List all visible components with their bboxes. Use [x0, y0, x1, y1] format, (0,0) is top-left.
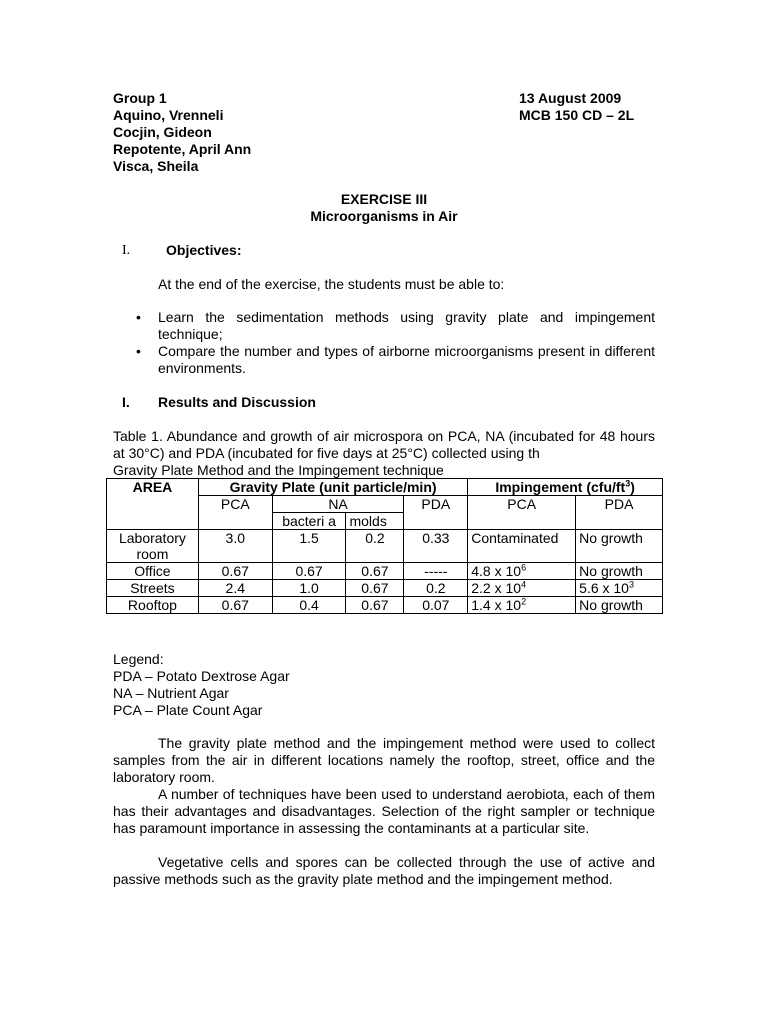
group-name: Group 1 — [113, 90, 167, 106]
objectives-heading: Objectives: — [166, 242, 242, 258]
member-name: Visca, Sheila — [113, 158, 199, 174]
objectives-intro: At the end of the exercise, the students must be able to: — [158, 276, 505, 292]
header-bacteria: bacteri a — [272, 513, 346, 530]
table-row: Rooftop 0.67 0.4 0.67 0.07 1.4 x $10^2$ No growth — [107, 597, 663, 614]
list-item: • Compare the number and types of airborne microorganisms present in different environments. — [136, 343, 655, 376]
list-item: • Learn the sedimentation methods using gravity plate and impingement technique; — [136, 309, 655, 342]
legend-item: NA – Nutrient Agar — [113, 685, 229, 701]
header-molds: molds — [346, 513, 404, 530]
document-date: 13 August 2009 — [519, 90, 622, 106]
paragraph: A number of techniques have been used to understand aerobiota, each of them has their advantages and disadvantages. Selection of the right sampler or technique has paramount importance in assessing the contaminants at a particular site. — [113, 786, 655, 836]
header-area: AREA — [107, 479, 199, 530]
objectives-list — [136, 309, 655, 377]
legend — [113, 651, 290, 719]
table-caption: Table 1. Abundance and growth of air microspora on PCA, NA (incubated for 48 hours at 30°C) and PDA (incubated for five days at 25°C) collected using th Gravity Plate Method and the Impingement technique — [113, 428, 655, 478]
header-pca: PCA — [198, 496, 272, 530]
legend-item: PCA – Plate Count Agar — [113, 702, 263, 718]
header-imp-pca: PCA — [468, 496, 576, 530]
header-gravity-plate: Gravity Plate (unit particle/min) — [198, 479, 467, 496]
exercise-title: EXERCISE III — [340, 191, 428, 207]
exercise-subtitle: Microorganisms in Air — [310, 208, 458, 224]
legend-item: PDA – Potato Dextrose Agar — [113, 668, 290, 684]
header-info — [519, 90, 634, 124]
member-name: Repotente, April Ann — [113, 141, 252, 157]
section-numeral: I. — [122, 243, 131, 258]
table-row: Laboratory room 3.0 1.5 0.2 0.33 Contaminated No growth — [107, 530, 663, 563]
header-na: NA — [272, 496, 404, 513]
paragraph: Vegetative cells and spores can be collected through the use of active and passive methods such as the gravity plate method and the impingement method. — [113, 854, 655, 887]
bullet-icon: • — [136, 309, 141, 325]
header-impingement: Impingement $(cfu/ft^3)$ — [468, 479, 663, 496]
course-code: MCB 150 CD – 2L — [519, 107, 635, 123]
group-members — [113, 90, 251, 175]
results-heading: Results and Discussion — [158, 394, 316, 410]
bullet-icon: • — [136, 343, 141, 359]
legend-title: Legend: — [113, 651, 164, 667]
member-name: Cocjin, Gideon — [113, 124, 212, 140]
member-name: Aquino, Vrenneli — [113, 107, 224, 123]
section-numeral: I. — [122, 394, 130, 410]
title-block — [113, 191, 655, 225]
header-pda: PDA — [404, 496, 468, 530]
table-row: Streets 2.4 1.0 0.67 0.2 2.2 x $10^4$ 5.6 x $10^3$ — [107, 580, 663, 597]
header-imp-pda: PDA — [576, 496, 663, 530]
paragraph: The gravity plate method and the impingement method were used to collect samples from the air in different locations namely the rooftop, street, office and the laboratory room. — [113, 735, 655, 785]
results-table — [106, 478, 663, 614]
table-row: Office 0.67 0.67 0.67 ----- 4.8 x $10^6$ No growth — [107, 563, 663, 580]
